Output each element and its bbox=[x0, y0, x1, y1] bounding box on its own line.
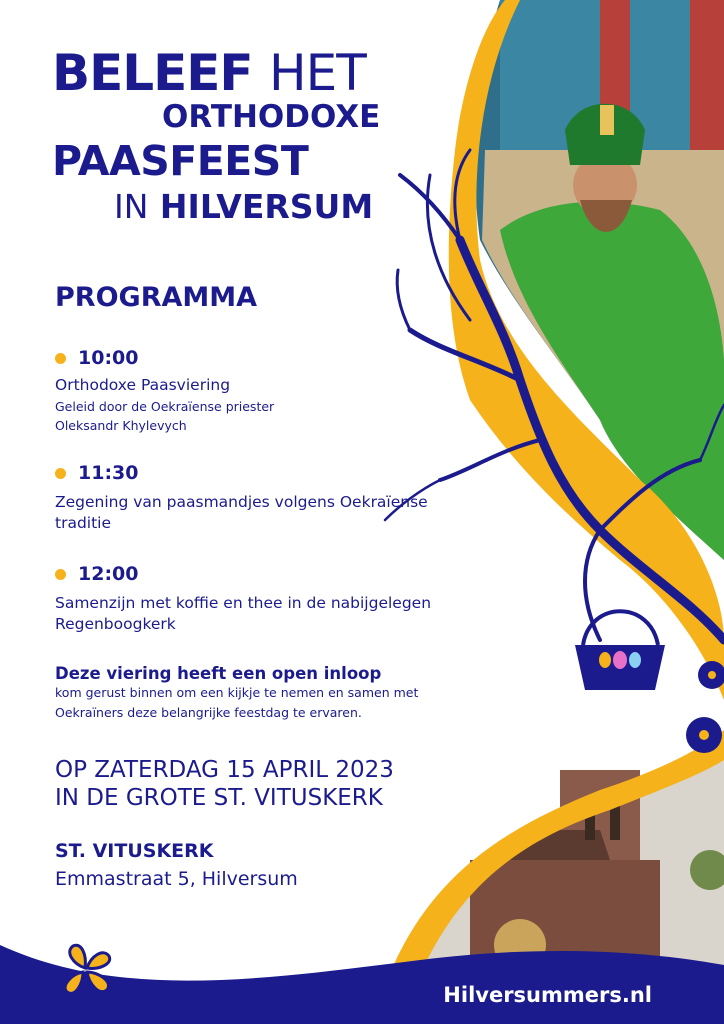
hilversummers-logo-icon bbox=[55, 940, 115, 1000]
title-het: HET bbox=[269, 44, 366, 102]
location-address: Emmastraat 5, Hilversum bbox=[55, 868, 298, 890]
item-detail-1: Geleid door de Oekraïense priester bbox=[55, 398, 275, 414]
note-line-1: kom gerust binnen om een kijkje te nemen en samen met bbox=[55, 685, 419, 700]
open-inloop-note bbox=[55, 664, 495, 723]
event-venue: IN DE GROTE ST. VITUSKERK bbox=[55, 784, 383, 811]
item-time: 12:00 bbox=[78, 563, 139, 585]
programma-heading: PROGRAMMA bbox=[55, 282, 258, 313]
event-date-block bbox=[55, 757, 495, 812]
programma-item bbox=[55, 347, 475, 435]
title-hilversum: HILVERSUM bbox=[159, 187, 374, 226]
event-date: OP ZATERDAG 15 APRIL 2023 bbox=[55, 757, 394, 783]
bullet-icon bbox=[55, 353, 66, 364]
item-detail-2: Oleksandr Khylevych bbox=[55, 417, 187, 433]
title-in: IN bbox=[114, 187, 149, 226]
item-title: Orthodoxe Paasviering bbox=[55, 376, 231, 394]
note-heading: Deze viering heeft een open inloop bbox=[55, 664, 382, 683]
bullet-icon bbox=[55, 569, 66, 580]
website-link[interactable]: Hilversummers.nl bbox=[443, 983, 652, 1007]
item-title-2: traditie bbox=[55, 513, 112, 532]
location-name: ST. VITUSKERK bbox=[55, 840, 214, 862]
programma-item bbox=[55, 563, 475, 635]
item-time: 10:00 bbox=[78, 347, 139, 369]
poster-title bbox=[52, 44, 432, 226]
title-orthodoxe: ORTHODOXE bbox=[162, 99, 381, 135]
location-block bbox=[55, 840, 298, 890]
note-line-2: Oekraïners deze belangrijke feestdag te ervaren. bbox=[55, 704, 362, 720]
item-title-2: Regenboogkerk bbox=[55, 614, 176, 633]
title-paasfeest: PAASFEEST bbox=[52, 137, 309, 185]
easter-basket bbox=[575, 611, 665, 690]
item-title-1: Samenzijn met koffie en thee in de nabijgelegen bbox=[55, 594, 432, 612]
title-beleef: BELEEF bbox=[52, 44, 253, 102]
programma-item bbox=[55, 462, 475, 534]
item-time: 11:30 bbox=[78, 462, 139, 484]
bullet-icon bbox=[55, 468, 66, 479]
item-title-1: Zegening van paasmandjes volgens Oekraïense bbox=[55, 493, 428, 511]
flower-decoration bbox=[686, 661, 724, 753]
